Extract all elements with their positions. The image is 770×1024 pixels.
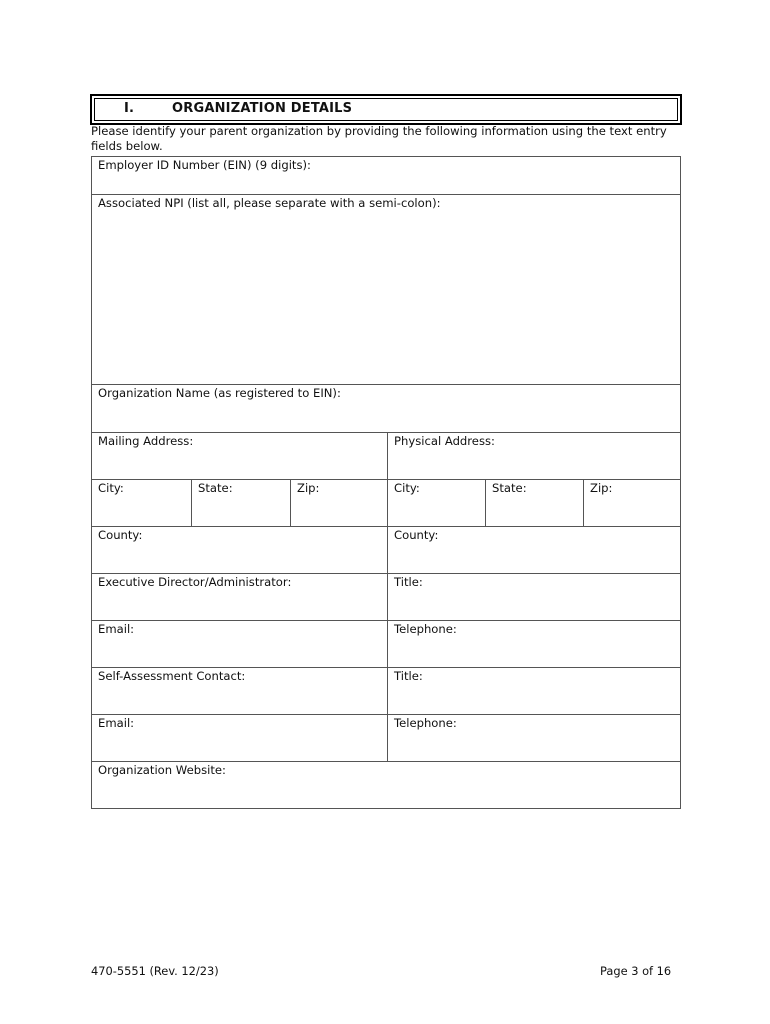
physical-zip-field[interactable]	[583, 480, 680, 526]
website-label: Organization Website:	[98, 763, 226, 777]
ein-field[interactable]	[92, 157, 680, 194]
contact-telephone-label: Telephone:	[394, 716, 457, 730]
mailing-city-label: City:	[98, 481, 124, 495]
mailing-county-label: County:	[98, 528, 143, 542]
org-name-row	[92, 385, 680, 433]
mailing-state-field[interactable]	[191, 480, 290, 526]
ein-label: Employer ID Number (EIN) (9 digits):	[98, 158, 311, 172]
physical-county-label: County:	[394, 528, 439, 542]
page-number: Page 3 of 16	[600, 964, 672, 978]
exec-title-label: Title:	[394, 575, 423, 589]
org-name-label: Organization Name (as registered to EIN):	[98, 386, 341, 400]
section-title: ORGANIZATION DETAILS	[172, 101, 353, 116]
form-id: 470-5551 (Rev. 12/23)	[91, 964, 219, 978]
exec-telephone-field[interactable]	[387, 621, 680, 667]
exec-director-field[interactable]	[92, 574, 387, 620]
exec-director-label: Executive Director/Administrator:	[98, 575, 292, 589]
physical-state-label: State:	[492, 481, 527, 495]
website-row	[92, 762, 680, 809]
ein-row	[92, 157, 680, 195]
physical-city-label: City:	[394, 481, 420, 495]
self-assessment-row	[92, 668, 680, 715]
exec-director-row	[92, 574, 680, 621]
section-number: I.	[124, 101, 135, 116]
mailing-address-label: Mailing Address:	[98, 434, 194, 448]
npi-field[interactable]	[92, 195, 680, 384]
physical-city-field[interactable]	[387, 480, 485, 526]
contact-title-label: Title:	[394, 669, 423, 683]
org-name-field[interactable]	[92, 385, 680, 432]
physical-address-field[interactable]	[387, 433, 680, 479]
contact-field[interactable]	[92, 668, 387, 714]
physical-address-label: Physical Address:	[394, 434, 495, 448]
mailing-city-field[interactable]	[92, 480, 191, 526]
mailing-zip-field[interactable]	[290, 480, 387, 526]
contact-label: Self-Assessment Contact:	[98, 669, 246, 683]
physical-zip-label: Zip:	[590, 481, 613, 495]
mailing-county-field[interactable]	[92, 527, 387, 573]
mailing-zip-label: Zip:	[297, 481, 320, 495]
contact-title-field[interactable]	[387, 668, 680, 714]
address-row	[92, 433, 680, 480]
county-row	[92, 527, 680, 574]
physical-state-field[interactable]	[485, 480, 583, 526]
mailing-address-field[interactable]	[92, 433, 387, 479]
exec-contact-row	[92, 621, 680, 668]
exec-email-label: Email:	[98, 622, 135, 636]
npi-row	[92, 195, 680, 385]
contact-email-field[interactable]	[92, 715, 387, 761]
section-header	[90, 94, 682, 125]
contact-telephone-field[interactable]	[387, 715, 680, 761]
exec-title-field[interactable]	[387, 574, 680, 620]
organization-form	[91, 156, 681, 809]
exec-email-field[interactable]	[92, 621, 387, 667]
section-header-inner	[94, 98, 678, 121]
mailing-state-label: State:	[198, 481, 233, 495]
city-state-zip-row	[92, 480, 680, 527]
npi-label: Associated NPI (list all, please separate with a semi-colon):	[98, 196, 441, 210]
physical-county-field[interactable]	[387, 527, 680, 573]
exec-telephone-label: Telephone:	[394, 622, 457, 636]
contact-email-label: Email:	[98, 716, 135, 730]
intro-text: Please identify your parent organization by providing the following information using the text entry fields below.	[91, 124, 667, 153]
contact-info-row	[92, 715, 680, 762]
website-field[interactable]	[92, 762, 680, 808]
